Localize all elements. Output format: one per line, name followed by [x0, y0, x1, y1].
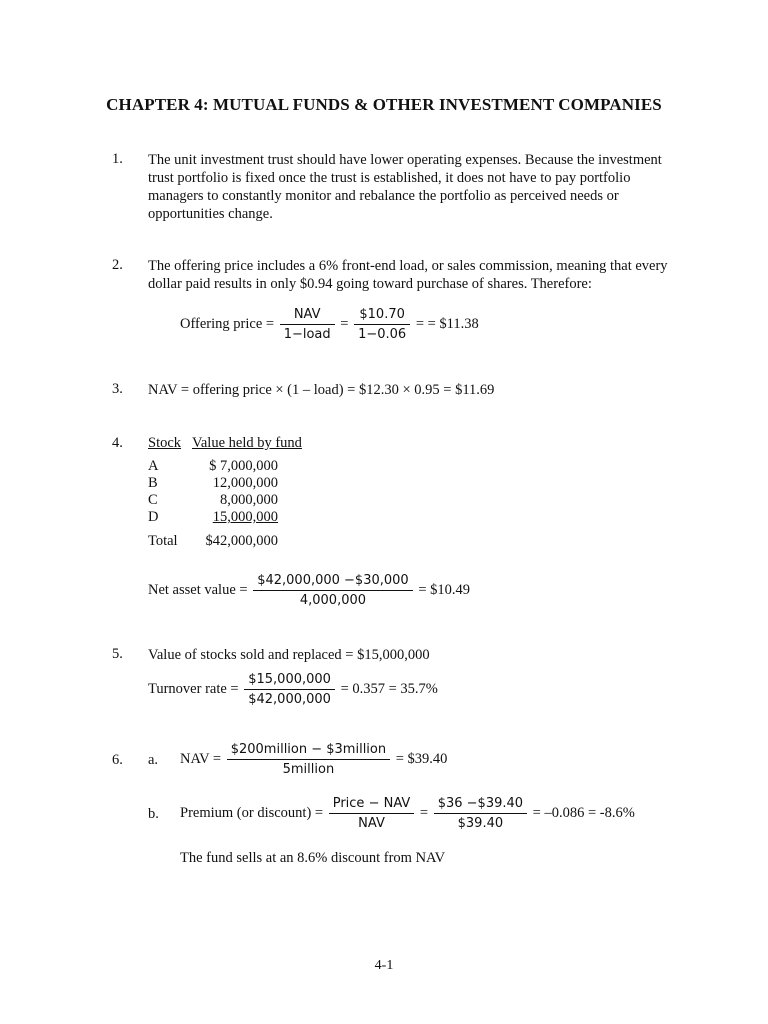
- price-over-load-fraction: [354, 305, 410, 344]
- value-cell: $ 7,000,000: [209, 458, 278, 474]
- total-label: Total: [148, 533, 178, 549]
- page-title: CHAPTER 4: MUTUAL FUNDS & OTHER INVESTMENT COMPANIES: [106, 95, 662, 114]
- table-header-value: Value held by fund: [192, 435, 302, 451]
- fraction-denominator: NAV: [358, 816, 385, 831]
- fraction-numerator: $36 −$39.40: [434, 794, 527, 814]
- stock-cell: B: [148, 475, 158, 491]
- fraction-numerator: $200million − $3million: [227, 740, 390, 760]
- part-b-label: b.: [148, 806, 159, 822]
- fraction-denominator: 1−0.06: [358, 327, 407, 342]
- offering-price-label: Offering price =: [180, 315, 275, 332]
- question-number-2: 2.: [112, 257, 123, 273]
- part-a-result: = $39.40: [395, 750, 448, 767]
- answer-1-text: The unit investment trust should have lower operating expenses. Because the investment trust portfolio is fixed once the trust is established, it does not have to pay portfolio managers to constantly monitor and rebalance the portfolio as perceived needs or opportunities change.: [148, 152, 662, 222]
- value-cell: 12,000,000: [212, 475, 278, 491]
- premium-formula-fraction: [329, 794, 415, 833]
- answer-5-text: Value of stocks sold and replaced = $15,000,000: [148, 647, 430, 663]
- fraction-denominator: 1−load: [283, 327, 331, 342]
- question-number-3: 3.: [112, 381, 123, 397]
- stock-cell: C: [148, 492, 158, 508]
- part-a-text: NAV =: [180, 750, 222, 767]
- answer-3-text: NAV = offering price × (1 – load) = $12.30 × 0.95 = $11.69: [148, 382, 495, 398]
- value-cell: 8,000,000: [220, 492, 278, 508]
- holdings-table: [148, 458, 278, 558]
- stock-cell: D: [148, 509, 159, 525]
- value-cell: 15,000,000: [212, 509, 278, 525]
- fraction-numerator: $15,000,000: [244, 670, 335, 690]
- part-a-equation: [180, 740, 447, 779]
- nav-over-load-fraction: [280, 305, 335, 344]
- total-value: $42,000,000: [205, 533, 278, 549]
- offering-price-equation: [180, 305, 479, 344]
- turnover-fraction: [244, 670, 335, 709]
- fraction-denominator: $39.40: [457, 816, 504, 831]
- turnover-result: = 0.357 = 35.7%: [340, 680, 438, 697]
- part-a-fraction: [227, 740, 390, 779]
- fraction-numerator: Price − NAV: [329, 794, 415, 814]
- equals-sign: =: [419, 804, 429, 821]
- nav-fraction: [253, 571, 413, 610]
- premium-values-fraction: [434, 794, 527, 833]
- net-asset-value-equation: [148, 571, 470, 610]
- fraction-denominator: 5million: [282, 762, 335, 777]
- part-b-result: = –0.086 = -8.6%: [532, 804, 635, 821]
- fraction-denominator: 4,000,000: [299, 593, 367, 608]
- offering-price-result: = = $11.38: [415, 315, 479, 332]
- table-header-stock: Stock: [148, 435, 182, 451]
- question-number-5: 5.: [112, 646, 123, 662]
- page-number: 4-1: [374, 958, 394, 973]
- stock-cell: A: [148, 458, 159, 474]
- turnover-label: Turnover rate =: [148, 680, 239, 697]
- part-b-equation: [180, 794, 635, 833]
- part-b-text: Premium (or discount) =: [180, 804, 324, 821]
- part-b-note: The fund sells at an 8.6% discount from NAV: [180, 850, 446, 866]
- part-a-label: a.: [148, 752, 159, 768]
- nav-label: Net asset value =: [148, 581, 248, 598]
- fraction-numerator: $42,000,000 −$30,000: [253, 571, 413, 591]
- fraction-denominator: $42,000,000: [248, 692, 331, 707]
- question-number-4: 4.: [112, 435, 123, 451]
- question-number-1: 1.: [112, 151, 123, 167]
- equals-sign: =: [340, 315, 349, 332]
- turnover-rate-equation: [148, 670, 438, 709]
- answer-2-text: The offering price includes a 6% front-end load, or sales commission, meaning that every dollar paid results in only $0.94 going toward purchase of shares. Therefore:: [148, 258, 668, 292]
- question-number-6: 6.: [112, 752, 123, 768]
- fraction-numerator: NAV: [280, 305, 335, 325]
- nav-result: = $10.49: [418, 581, 471, 598]
- fraction-numerator: $10.70: [354, 305, 410, 325]
